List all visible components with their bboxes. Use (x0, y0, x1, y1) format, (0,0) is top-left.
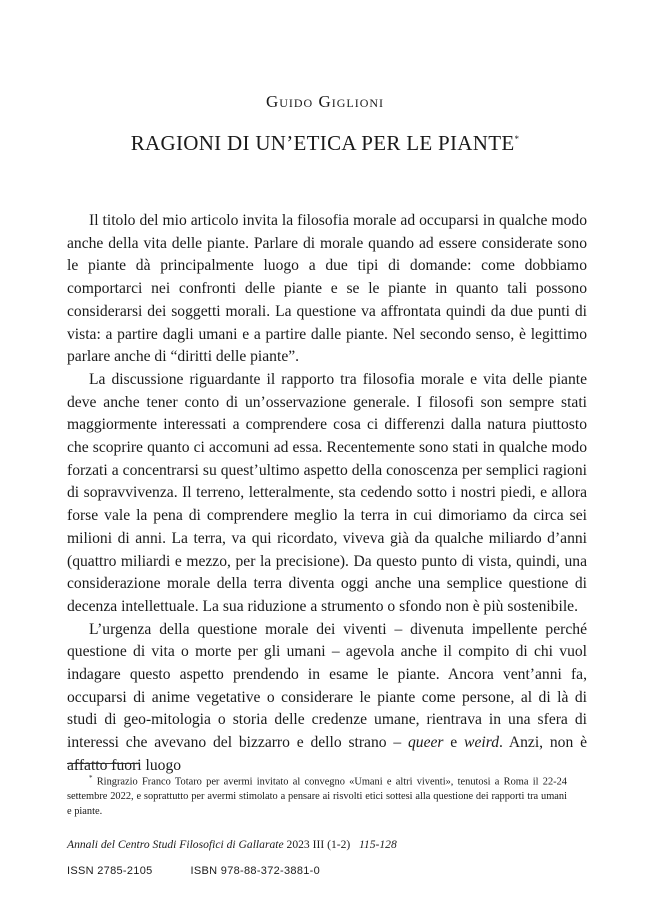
issn: ISSN 2785-2105 (67, 865, 153, 877)
footnote-marker: * (89, 774, 93, 782)
publication-identifiers (67, 865, 320, 877)
journal-issue: 2023 III (1-2) (283, 838, 351, 851)
article-title-text: RAGIONI DI UN’ETICA PER LE PIANTE (130, 131, 515, 155)
paragraph-3-end: . Anzi, non è affatto fuori luogo (67, 734, 587, 774)
footnote-separator (67, 763, 140, 764)
isbn: ISBN 978-88-372-3881-0 (190, 865, 321, 877)
paragraph-3-start: L’urgenza della questione morale dei viventi – divenuta impellente perché questione di vita o morte per gli umani – agevola anche il compito di chi vuol indagare questo aspetto prendendo in esame le piante. Ancora vent’anni fa, occuparsi di anime vegetative o considerare le piante come persone, al di là di studi di geo-mitologia o storia delle credenze umane, rientrava in una sfera di interessi che avevano del bizzarro e dello strano – (67, 620, 587, 752)
term-queer: queer (407, 734, 444, 752)
article-title (0, 131, 610, 156)
paragraph-3 (67, 619, 587, 778)
title-footnote-marker[interactable]: * (514, 134, 520, 144)
term-weird: weird (464, 734, 499, 752)
journal-name: Annali del Centro Studi Filosofici di Gallarate (67, 838, 284, 851)
footnote-text: Ringrazio Franco Totaro per avermi invitato al convegno «Umani e altri viventi», tenutosi a Roma il 22-24 settembre 2022, e soprattutto per avermi stimolato a pensare ai risvolti etici sottesi alla questione dei rapporti tra umani e piante. (67, 776, 567, 818)
article-body (67, 210, 587, 778)
footnote (67, 771, 567, 819)
paragraph-1: Il titolo del mio articolo invita la filosofia morale ad occuparsi in qualche modo anche della vita delle piante. Parlare di morale quando ad essere considerate sono le piante dà principalmente luogo a due tipi di domande: come dobbiamo comportarci nei confronti delle piante e se le piante in quanto tali possono considerarsi dei soggetti morali. La questione va affrontata quindi da due punti di vista: a partire dagli umani e a partire dalle piante. Nel secondo senso, è legittimo parlare anche di “diritti delle piante”. (67, 212, 587, 366)
author-name (0, 92, 650, 112)
paragraph-2: La discussione riguardante il rapporto tra filosofia morale e vita delle piante deve anche tener conto di un’osservazione generale. I filosofi son sempre stati maggiormente interessati a comprendere cosa ci differenzi dalla natura piuttosto che scoprire quanto ci accomuni ad essa. Recentemente sono stati in qualche modo forzati a concentrarsi su quest’ultimo aspetto della conoscenza per semplici ragioni di sopravvivenza. Il terreno, letteralmente, sta cedendo sotto i nostri piedi, e allora forse vale la pena di comprendere meglio la terra in cui dimoriamo da circa sei milioni di anni. La terra, va qui ricordato, viveva già da qualche miliardo d’anni (quattro miliardi e mezzo, per la precisione). Da questo punto di vista, quindi, una considerazione morale della terra diventa oggi anche una semplice questione di decenza intellettuale. La sua riduzione a strumento o sfondo non è più sostenibile. (67, 370, 587, 615)
journal-citation (67, 838, 397, 851)
paragraph-3-and: e (443, 734, 465, 752)
author-name-text: Guido Giglioni (265, 92, 385, 111)
journal-pages: 115-128 (358, 838, 397, 851)
